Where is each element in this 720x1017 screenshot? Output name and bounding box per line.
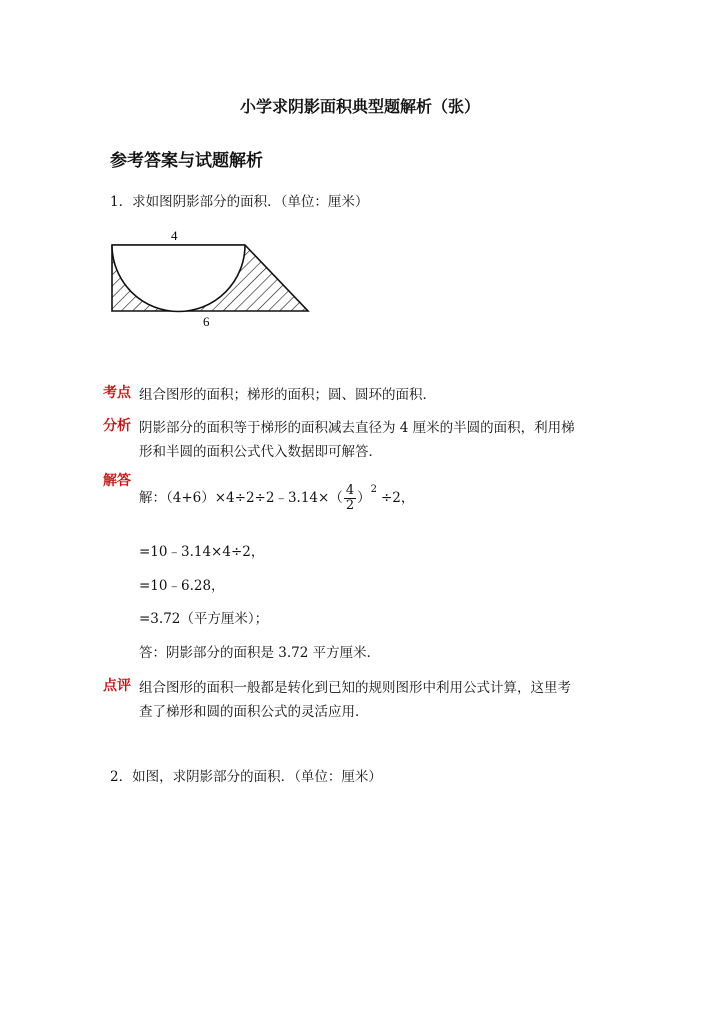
figure-svg xyxy=(105,225,320,330)
exponent: 2 xyxy=(370,484,377,495)
label-bottom: 6 xyxy=(203,314,210,329)
fenxi-tag: 分析 xyxy=(103,418,131,434)
solution-answer: 答：阴影部分的面积是 3.72 平方厘米． xyxy=(139,645,381,661)
question-2: 2．如图，求阴影部分的面积．（单位：厘米） xyxy=(110,769,382,785)
step1-suffix: ÷2， xyxy=(380,490,415,506)
kaodian-text: 组合图形的面积；梯形的面积；圆、圆环的面积． xyxy=(139,387,436,403)
solution-step-1 xyxy=(139,484,414,513)
step1-prefix: 解：（4+6）×4÷2÷2﹣3.14×（ xyxy=(139,490,343,506)
label-top: 4 xyxy=(171,228,178,243)
step1-close: ） xyxy=(357,490,371,506)
kaodian-tag: 考点 xyxy=(103,385,131,401)
fraction xyxy=(344,484,356,513)
jieda-tag: 解答 xyxy=(103,473,131,489)
question-1: 1．求如图阴影部分的面积．（单位：厘米） xyxy=(110,194,369,210)
dianping-line2: 查了梯形和圆的面积公式的灵活应用． xyxy=(139,704,369,720)
page-title: 小学求阴影面积典型题解析（张） xyxy=(239,97,480,116)
fraction-denominator: 2 xyxy=(345,498,355,513)
solution-step-3: =10﹣6.28， xyxy=(139,578,225,594)
fenxi-line1: 阴影部分的面积等于梯形的面积减去直径为 4 厘米的半圆的面积，利用梯 xyxy=(139,420,575,436)
solution-step-4: =3.72（平方厘米）； xyxy=(139,611,269,627)
solution-step-2: =10﹣3.14×4÷2， xyxy=(139,544,265,560)
fenxi-line2: 形和半圆的面积公式代入数据即可解答． xyxy=(139,444,382,460)
trapezoid-figure xyxy=(105,225,320,330)
fraction-numerator: 4 xyxy=(345,483,355,498)
dianping-line1: 组合图形的面积一般都是转化到已知的规则图形中利用公式计算，这里考 xyxy=(139,680,571,696)
section-title: 参考答案与试题解析 xyxy=(110,151,263,171)
dianping-tag: 点评 xyxy=(103,678,131,694)
